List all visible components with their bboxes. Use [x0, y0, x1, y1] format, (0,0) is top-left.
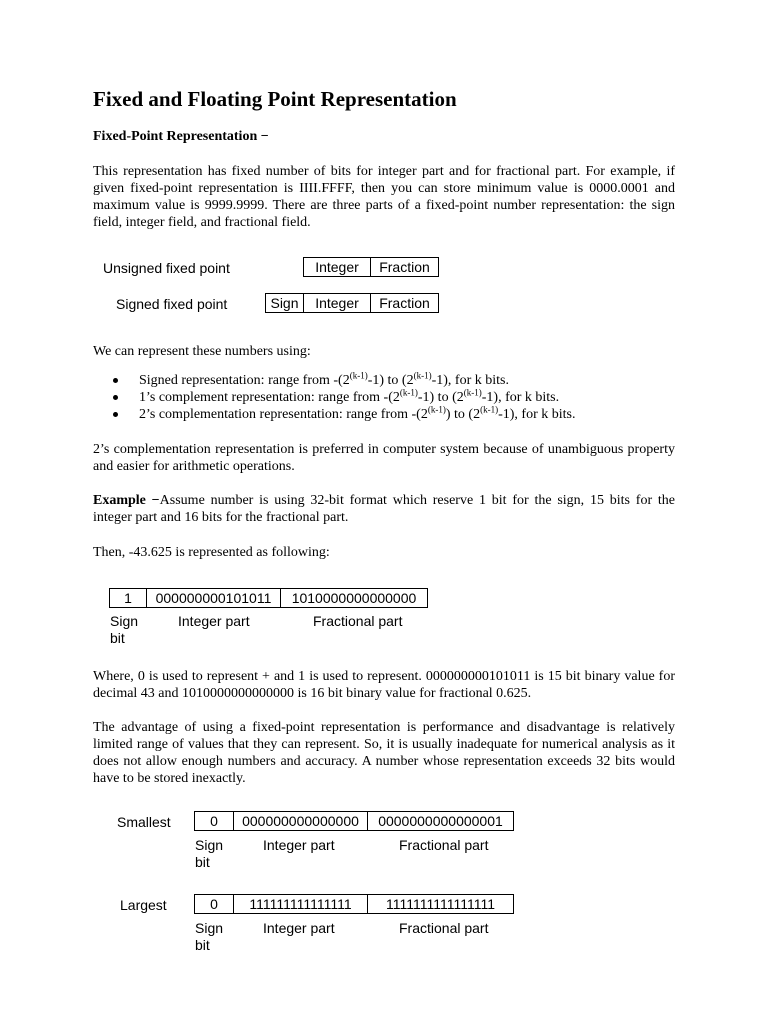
signed-sign-cell: Sign — [265, 293, 304, 313]
fractional-part-label: Fractional part — [399, 837, 489, 853]
smallest-fraction-cell: 0000000000000001 — [367, 811, 514, 831]
bullet-icon — [113, 378, 118, 383]
range-list — [93, 372, 693, 423]
example-sign-cell: 1 — [109, 588, 147, 608]
section-heading: Fixed-Point Representation − — [93, 129, 269, 144]
list-item: 2’s complementation representation: range from -(2$^{(k-1)}$) to (2$^{(k-1)}$-1), for k bits. — [93, 406, 693, 423]
list-item: 1’s complement representation: range from -(2$^{(k-1)}$-1) to (2$^{(k-1)}$-1), for k bits. — [93, 389, 693, 406]
largest-fraction-cell: 1111111111111111 — [367, 894, 514, 914]
sign-bit-label: Sign bit — [110, 613, 139, 646]
preferred-paragraph: 2’s complementation representation is preferred in computer system because of unambiguous property and easier for arithmetic operations. — [93, 442, 675, 474]
example-fraction-cell: 1010000000000000 — [280, 588, 428, 608]
integer-part-label: Integer part — [263, 920, 335, 936]
largest-integer-cell: 111111111111111 — [233, 894, 368, 914]
integer-part-label: Integer part — [178, 613, 250, 629]
unsigned-integer-cell: Integer — [303, 257, 371, 277]
signed-label: Signed fixed point — [116, 296, 228, 312]
unsigned-fraction-cell: Fraction — [370, 257, 439, 277]
largest-label: Largest — [120, 897, 167, 913]
where-paragraph: Where, 0 is used to represent + and 1 is used to represent. 000000000101011 is 15 bit binary value for decimal 43 and 1010000000000000 is 16 bit binary value for fractional 0.625. — [93, 669, 675, 701]
list-item: Signed representation: range from -(2$^{(k-1)}$-1) to (2$^{(k-1)}$-1), for k bits. — [93, 372, 693, 389]
bullet-icon — [113, 395, 118, 400]
unsigned-label: Unsigned fixed point — [103, 260, 230, 276]
fractional-part-label: Fractional part — [399, 920, 489, 936]
then-paragraph: Then, -43.625 is represented as following: — [93, 545, 330, 560]
integer-part-label: Integer part — [263, 837, 335, 853]
smallest-label: Smallest — [117, 814, 171, 830]
smallest-integer-cell: 000000000000000 — [233, 811, 368, 831]
advantage-paragraph: The advantage of using a fixed-point representation is performance and disadvantage is relatively limited range of values that they can represent. So, it is usually inadequate for numerical analysis as it does not allow enough numbers and accuracy. A number whose representation exceeds 32 bits would have to be stored inexactly. — [93, 720, 675, 786]
sign-bit-label: Sign bit — [195, 920, 224, 953]
example-paragraph: Example −Assume number is using 32-bit format which reserve 1 bit for the sign, 15 bits for the integer part and 16 bits for the fractional part. — [93, 493, 676, 525]
example-integer-cell: 000000000101011 — [146, 588, 281, 608]
bullet-icon — [113, 412, 118, 417]
represent-intro: We can represent these numbers using: — [93, 344, 311, 359]
example-label: Example − — [93, 493, 160, 508]
largest-sign-cell: 0 — [194, 894, 234, 914]
intro-paragraph: This representation has fixed number of bits for integer part and for fractional part. For example, if given fixed-point representation is IIII.FFFF, then you can store minimum value is 0000.0001 and maximum value is 9999.9999. There are three parts of a fixed-point number representation: the sign field, integer field, and fractional field. — [93, 164, 675, 230]
fractional-part-label: Fractional part — [313, 613, 403, 629]
signed-integer-cell: Integer — [303, 293, 371, 313]
page-title: Fixed and Floating Point Representation — [93, 87, 457, 111]
smallest-sign-cell: 0 — [194, 811, 234, 831]
sign-bit-label: Sign bit — [195, 837, 224, 870]
signed-fraction-cell: Fraction — [370, 293, 439, 313]
